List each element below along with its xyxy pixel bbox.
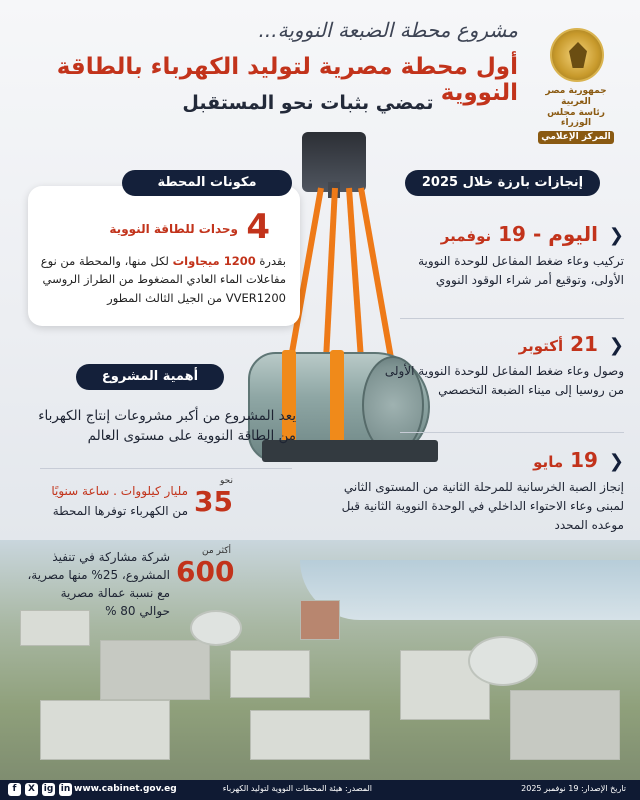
timeline-date bbox=[384, 222, 624, 246]
stat-prefix: نحو bbox=[220, 476, 233, 486]
timeline-date bbox=[384, 332, 624, 356]
logo-line: جمهورية مصر العربية bbox=[545, 86, 607, 107]
chevron-left-icon: ❮ bbox=[608, 225, 624, 246]
stat-energy bbox=[0, 472, 300, 532]
date-month: نوفمبر bbox=[440, 227, 492, 245]
divider bbox=[40, 468, 292, 469]
date-day: 21 bbox=[570, 332, 598, 356]
timeline-item bbox=[384, 222, 624, 290]
date-day: 19 bbox=[498, 222, 526, 246]
stat-line: مليار كيلووات . ساعة سنويًا bbox=[51, 484, 188, 498]
components-text: لكل منها، والمحطة من نوع مفاعلات الماء العادي المضغوط من الطراز الروسي VVER1200 من الجيل الثالث المطور bbox=[40, 254, 286, 305]
timeline-text: إنجاز الصبة الخرسانية للمرحلة الثانية من المستوى الثاني لمبنى وعاء الاحتواء الداخلي في الوحدة النووية الثانية قبل موعده المحدد bbox=[341, 480, 624, 533]
stat-line: من الكهرباء توفرها المحطة bbox=[52, 504, 188, 518]
footer-bar bbox=[0, 780, 640, 800]
logo-line: المركز الإعلامي bbox=[538, 131, 614, 144]
units-count: 4 bbox=[246, 207, 270, 247]
stat-line: المشروع، 25% منها مصرية، bbox=[27, 568, 170, 582]
eagle-seal-icon bbox=[550, 28, 604, 82]
issue-date: تاريخ الإصدار: 19 نوفمبر 2025 bbox=[521, 784, 626, 793]
components-description bbox=[34, 252, 286, 307]
cabinet-logo bbox=[530, 14, 622, 143]
main-headline: أول محطة مصرية لتوليد الكهرباء بالطاقة النووية bbox=[56, 54, 518, 106]
x-icon[interactable]: X bbox=[25, 783, 38, 796]
linkedin-icon[interactable]: in bbox=[60, 784, 71, 794]
plant-building bbox=[250, 710, 370, 760]
logo-line: رئاسة مجلس الوزراء bbox=[547, 107, 605, 129]
reactor-dome bbox=[468, 636, 538, 686]
plant-building bbox=[40, 700, 170, 760]
kicker-title: مشروع محطة الضبعة النووية... bbox=[258, 18, 518, 42]
instagram-icon[interactable]: ig bbox=[43, 784, 54, 794]
plant-building bbox=[230, 650, 310, 698]
stat-line: حوالي 80 % bbox=[105, 604, 170, 618]
source-text: المصدر: هيئة المحطات النووية لتوليد الكهرباء bbox=[222, 784, 372, 793]
importance-text: يعد المشروع من أكبر مشروعات إنتاج الكهرباء من الطاقة النووية على مستوى العالم bbox=[38, 408, 296, 445]
stat-value: 600 bbox=[176, 555, 235, 588]
date-prefix: اليوم - bbox=[532, 222, 598, 246]
timeline-item bbox=[384, 332, 624, 400]
achievements-title: إنجازات بارزة خلال 2025 bbox=[405, 170, 600, 196]
stat-companies bbox=[0, 542, 300, 632]
date-day: 19 bbox=[570, 448, 598, 472]
logo-text bbox=[538, 86, 614, 144]
date-month: مايو bbox=[533, 453, 564, 471]
units-label: وحدات للطاقة النووية bbox=[109, 222, 238, 236]
timeline-text: تركيب وعاء ضغط المفاعل للوحدة النووية الأولى، وتوقيع أمر شراء الوقود النووي bbox=[418, 254, 624, 288]
timeline-text: وصول وعاء ضغط المفاعل للوحدة النووية الأولى من روسيا إلى ميناء الضبعة التخصصي bbox=[384, 364, 624, 398]
crane-hook bbox=[302, 132, 366, 192]
stat-line: مع نسبة عمالة مصرية bbox=[60, 586, 170, 600]
stat-prefix: أكثر من bbox=[202, 546, 231, 556]
chevron-left-icon: ❮ bbox=[608, 335, 624, 356]
plant-building bbox=[510, 690, 620, 760]
facebook-icon[interactable]: f bbox=[8, 783, 21, 796]
chevron-left-icon: ❮ bbox=[608, 451, 624, 472]
stat-value: 35 bbox=[194, 485, 233, 518]
sea-area bbox=[300, 560, 640, 620]
stat-line: شركة مشاركة في تنفيذ bbox=[52, 550, 170, 564]
timeline-date bbox=[324, 448, 624, 472]
date-month: أكتوبر bbox=[518, 337, 564, 355]
importance-title: أهمية المشروع bbox=[76, 364, 224, 390]
divider bbox=[400, 432, 624, 433]
website-link[interactable]: www.cabinet.gov.eg bbox=[74, 784, 177, 794]
plant-building bbox=[100, 640, 210, 700]
components-card bbox=[28, 186, 300, 326]
divider bbox=[400, 318, 624, 319]
plant-building bbox=[300, 600, 340, 640]
timeline-item bbox=[324, 448, 624, 536]
capacity-value: 1200 ميجاوات bbox=[172, 254, 256, 268]
components-title: مكونات المحطة bbox=[122, 170, 292, 196]
sub-headline: تمضي بثبات نحو المستقبل bbox=[182, 92, 434, 114]
capacity-prefix: بقدرة bbox=[259, 254, 286, 268]
social-links bbox=[8, 783, 72, 796]
